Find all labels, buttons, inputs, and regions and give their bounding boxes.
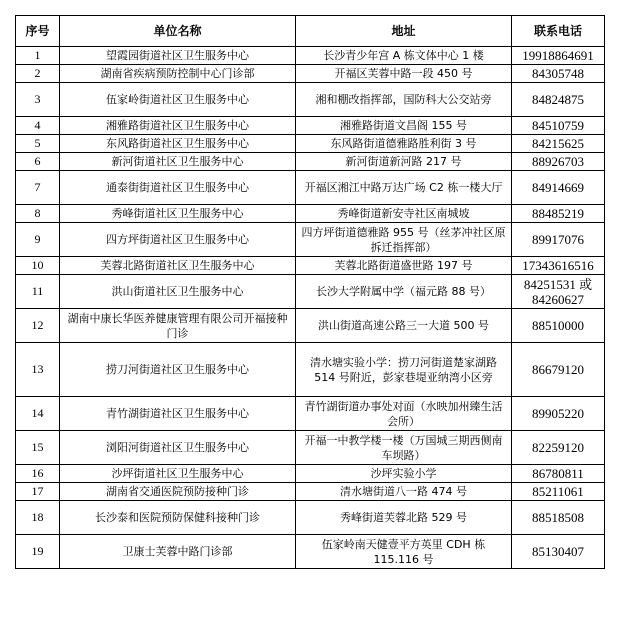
address: 洪山街道高速公路三一大道 500 号 bbox=[296, 309, 512, 343]
phone-number: 88485219 bbox=[512, 205, 605, 223]
address: 开福一中教学楼一楼（万国城三期西侧南车坝路） bbox=[296, 431, 512, 465]
phone-number: 84251531 或 84260627 bbox=[512, 275, 605, 309]
unit-name: 湘雅路街道社区卫生服务中心 bbox=[60, 117, 296, 135]
unit-name: 新河街道社区卫生服务中心 bbox=[60, 153, 296, 171]
row-number: 16 bbox=[16, 465, 60, 483]
table-row bbox=[16, 501, 605, 535]
unit-name: 捞刀河街道社区卫生服务中心 bbox=[60, 343, 296, 397]
address: 沙坪实验小学 bbox=[296, 465, 512, 483]
row-number: 9 bbox=[16, 223, 60, 257]
phone-number: 17343616516 bbox=[512, 257, 605, 275]
phone-number: 89917076 bbox=[512, 223, 605, 257]
unit-name: 通泰街街道社区卫生服务中心 bbox=[60, 171, 296, 205]
phone-number: 88926703 bbox=[512, 153, 605, 171]
row-number: 15 bbox=[16, 431, 60, 465]
table-row bbox=[16, 47, 605, 65]
unit-name: 湖南中康长华医养健康管理有限公司开福接种门诊 bbox=[60, 309, 296, 343]
phone-number: 84914669 bbox=[512, 171, 605, 205]
table-header-row bbox=[16, 16, 605, 47]
phone-number: 88518508 bbox=[512, 501, 605, 535]
row-number: 14 bbox=[16, 397, 60, 431]
table-row bbox=[16, 483, 605, 501]
address: 湘雅路街道文昌阁 155 号 bbox=[296, 117, 512, 135]
header-no: 序号 bbox=[16, 16, 60, 47]
unit-name: 东风路街道社区卫生服务中心 bbox=[60, 135, 296, 153]
address: 芙蓉北路街道盛世路 197 号 bbox=[296, 257, 512, 275]
unit-name: 青竹湖街道社区卫生服务中心 bbox=[60, 397, 296, 431]
phone-number: 86679120 bbox=[512, 343, 605, 397]
address: 青竹湖街道办事处对面（水映加州臻生活会所） bbox=[296, 397, 512, 431]
unit-name: 望霞园街道社区卫生服务中心 bbox=[60, 47, 296, 65]
table-row bbox=[16, 465, 605, 483]
table-row bbox=[16, 275, 605, 309]
unit-name: 长沙泰和医院预防保健科接种门诊 bbox=[60, 501, 296, 535]
phone-number: 84215625 bbox=[512, 135, 605, 153]
table-row bbox=[16, 205, 605, 223]
unit-name: 秀峰街道社区卫生服务中心 bbox=[60, 205, 296, 223]
table-row bbox=[16, 223, 605, 257]
address: 秀峰街道新安寺社区南城坡 bbox=[296, 205, 512, 223]
address: 长沙青少年宫 A 栋文体中心 1 楼 bbox=[296, 47, 512, 65]
table-row bbox=[16, 343, 605, 397]
row-number: 7 bbox=[16, 171, 60, 205]
row-number: 10 bbox=[16, 257, 60, 275]
table-row bbox=[16, 65, 605, 83]
unit-name: 芙蓉北路街道社区卫生服务中心 bbox=[60, 257, 296, 275]
phone-number: 85211061 bbox=[512, 483, 605, 501]
row-number: 12 bbox=[16, 309, 60, 343]
phone-number: 19918864691 bbox=[512, 47, 605, 65]
unit-name: 浏阳河街道社区卫生服务中心 bbox=[60, 431, 296, 465]
table-row bbox=[16, 397, 605, 431]
row-number: 8 bbox=[16, 205, 60, 223]
address: 湘和棚改指挥部，国防科大公交站旁 bbox=[296, 83, 512, 117]
table-row bbox=[16, 309, 605, 343]
address: 新河街道新河路 217 号 bbox=[296, 153, 512, 171]
phone-number: 82259120 bbox=[512, 431, 605, 465]
address: 东风路街道德雅路胜利街 3 号 bbox=[296, 135, 512, 153]
unit-name: 伍家岭街道社区卫生服务中心 bbox=[60, 83, 296, 117]
row-number: 18 bbox=[16, 501, 60, 535]
unit-name: 沙坪街道社区卫生服务中心 bbox=[60, 465, 296, 483]
table-body bbox=[16, 47, 605, 569]
phone-number: 84824875 bbox=[512, 83, 605, 117]
row-number: 13 bbox=[16, 343, 60, 397]
address: 长沙大学附属中学（福元路 88 号） bbox=[296, 275, 512, 309]
row-number: 4 bbox=[16, 117, 60, 135]
phone-number: 84510759 bbox=[512, 117, 605, 135]
address: 清水塘实验小学：捞刀河街道楚家湖路 514 号附近，彭家巷堤亚纳湾小区旁 bbox=[296, 343, 512, 397]
row-number: 19 bbox=[16, 535, 60, 569]
phone-number: 88510000 bbox=[512, 309, 605, 343]
address: 四方坪街道德雅路 955 号（丝茅冲社区原拆迁指挥部） bbox=[296, 223, 512, 257]
address: 伍家岭南天健壹平方英里 CDH 栋 115.116 号 bbox=[296, 535, 512, 569]
address: 清水塘街道八一路 474 号 bbox=[296, 483, 512, 501]
table-row bbox=[16, 171, 605, 205]
address: 秀峰街道芙蓉北路 529 号 bbox=[296, 501, 512, 535]
header-address: 地址 bbox=[296, 16, 512, 47]
unit-name: 湖南省疾病预防控制中心门诊部 bbox=[60, 65, 296, 83]
phone-number: 85130407 bbox=[512, 535, 605, 569]
table-row bbox=[16, 83, 605, 117]
unit-name: 湖南省交通医院预防接种门诊 bbox=[60, 483, 296, 501]
row-number: 1 bbox=[16, 47, 60, 65]
unit-name: 卫康士芙蓉中路门诊部 bbox=[60, 535, 296, 569]
row-number: 3 bbox=[16, 83, 60, 117]
unit-name: 四方坪街道社区卫生服务中心 bbox=[60, 223, 296, 257]
phone-number: 84305748 bbox=[512, 65, 605, 83]
table-row bbox=[16, 257, 605, 275]
row-number: 17 bbox=[16, 483, 60, 501]
row-number: 6 bbox=[16, 153, 60, 171]
header-phone: 联系电话 bbox=[512, 16, 605, 47]
table-row bbox=[16, 135, 605, 153]
address: 开福区湘江中路万达广场 C2 栋一楼大厅 bbox=[296, 171, 512, 205]
table-row bbox=[16, 535, 605, 569]
phone-number: 89905220 bbox=[512, 397, 605, 431]
phone-number: 86780811 bbox=[512, 465, 605, 483]
header-name: 单位名称 bbox=[60, 16, 296, 47]
clinic-table bbox=[15, 15, 605, 569]
row-number: 2 bbox=[16, 65, 60, 83]
row-number: 5 bbox=[16, 135, 60, 153]
address: 开福区芙蓉中路一段 450 号 bbox=[296, 65, 512, 83]
table-row bbox=[16, 431, 605, 465]
unit-name: 洪山街道社区卫生服务中心 bbox=[60, 275, 296, 309]
table-row bbox=[16, 117, 605, 135]
table-row bbox=[16, 153, 605, 171]
row-number: 11 bbox=[16, 275, 60, 309]
